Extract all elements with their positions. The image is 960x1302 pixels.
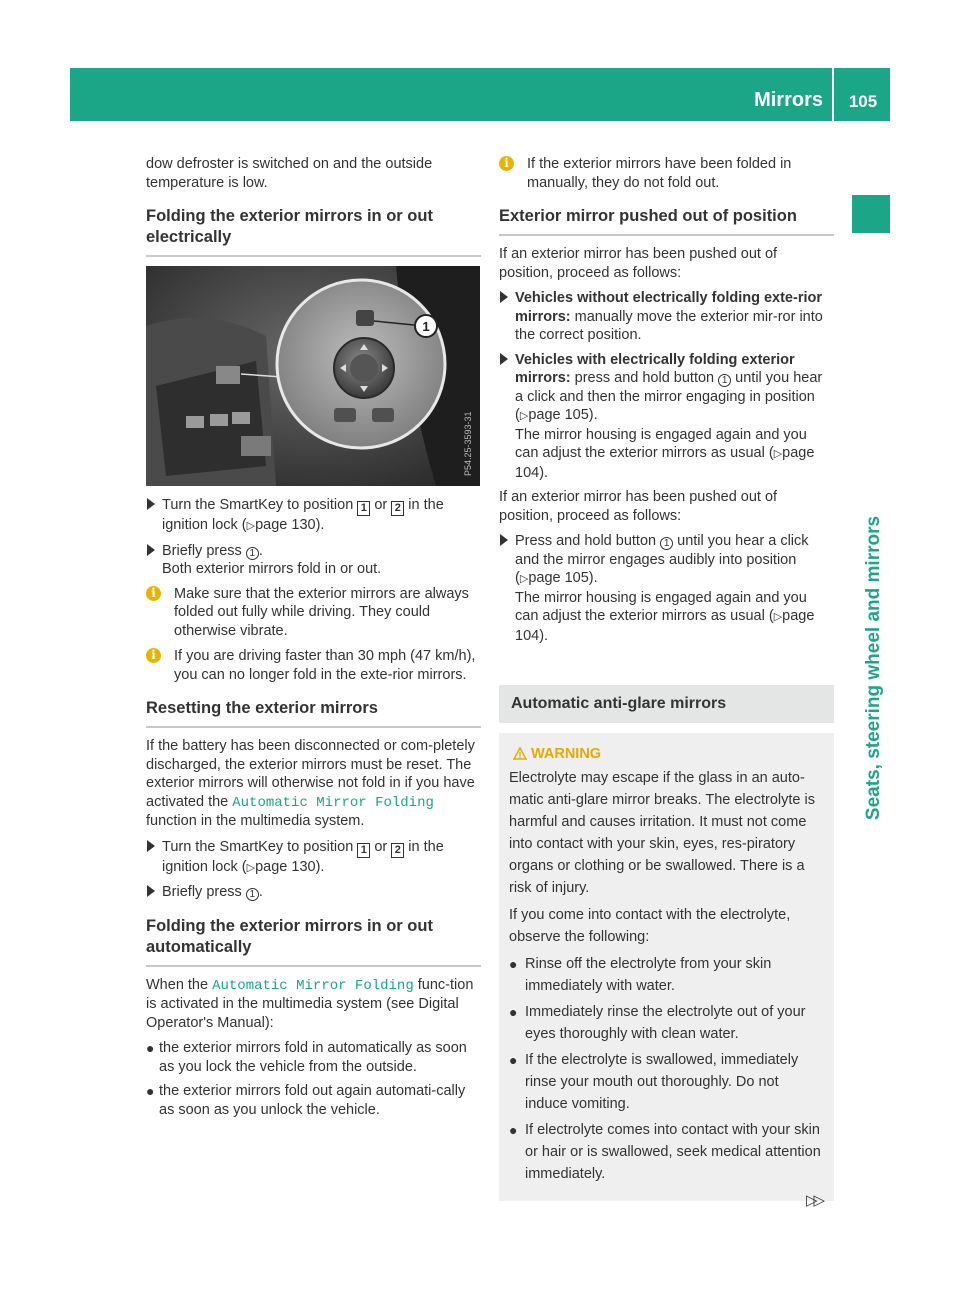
intro-text: dow defroster is switched on and the outside temperature is low. bbox=[146, 156, 433, 191]
step-briefly-press-reset: Briefly press 1 . bbox=[146, 883, 481, 902]
step-arrow-icon bbox=[147, 885, 155, 897]
page-ref-icon: ▷ bbox=[246, 520, 256, 532]
info-icon: i bbox=[146, 586, 161, 601]
info-note-speed: i If you are driving faster than 30 mph (47 km/h), you can no longer fold in the exte-rior mirrors. bbox=[146, 647, 481, 684]
auto-text: When the Automatic Mirror Folding func-tion is activated in the multimedia system (see Digital Operator's Manual): bbox=[146, 976, 474, 1031]
section-title: Mirrors bbox=[754, 89, 823, 111]
continue-arrow-icon: ▷▷ bbox=[806, 1192, 822, 1209]
bullet-icon: ● bbox=[146, 1083, 155, 1099]
right-column bbox=[499, 155, 834, 1201]
page-number: 105 bbox=[848, 92, 878, 111]
position-1-icon: 1 bbox=[357, 501, 370, 516]
callout-1: 1 bbox=[422, 319, 430, 334]
menu-automatic-mirror-folding: Automatic Mirror Folding bbox=[232, 794, 434, 811]
page-ref-icon: ▷ bbox=[773, 448, 783, 460]
step-turn-smartkey-reset: Turn the SmartKey to position 1 or 2 in the ignition lock (▷page 130). bbox=[146, 838, 481, 878]
page-ref-icon: ▷ bbox=[773, 611, 783, 623]
button-1-icon: 1 bbox=[246, 547, 259, 560]
side-tab-marker bbox=[852, 195, 890, 233]
button-1-icon: 1 bbox=[660, 537, 673, 550]
page-ref-link[interactable]: page 104 bbox=[515, 445, 815, 481]
list-item: ● the exterior mirrors fold out again automati-cally as soon as you unlock the vehicle. bbox=[146, 1083, 466, 1118]
list-item: ● Immediately rinse the electrolyte out of your eyes thoroughly with clean water. bbox=[509, 1001, 824, 1045]
warning-text: Electrolyte may escape if the glass in an auto-matic anti-glare mirror breaks. The electrolyte is harmful and causes irritation. It must not come into contact with your skin, eyes, res-piratory organs or clothing or be swallowed. There is a risk of injury. bbox=[509, 770, 815, 896]
heading-fold-electrically: Folding the exterior mirrors in or out electrically bbox=[146, 206, 481, 257]
button-1-icon: 1 bbox=[718, 374, 731, 387]
list-item: ● If the electrolyte is swallowed, immediately rinse your mouth out thoroughly. Do not induce vomiting. bbox=[509, 1049, 824, 1115]
page-ref-icon: ▷ bbox=[519, 573, 529, 585]
pushed-intro: If an exterior mirror has been pushed out of position, proceed as follows: bbox=[499, 246, 778, 281]
step-arrow-icon bbox=[500, 291, 508, 303]
page-ref-link[interactable]: page 130 bbox=[255, 517, 316, 533]
list-item: ● If electrolyte comes into contact with your skin or hair or is swallowed, seek medical attention immediately. bbox=[509, 1119, 824, 1185]
step-briefly-press: Briefly press 1 . Both exterior mirrors fold in or out. bbox=[146, 542, 481, 579]
button-1-icon: 1 bbox=[246, 888, 259, 901]
info-note-fold-out: i Make sure that the exterior mirrors are always folded out fully while driving. They could otherwise vibrate. bbox=[146, 585, 481, 641]
bullet-icon: ● bbox=[509, 1004, 518, 1020]
step-arrow-icon bbox=[500, 534, 508, 546]
pushed-intro-2: If an exterior mirror has been pushed out of position, proceed as follows: bbox=[499, 489, 778, 524]
page-ref-icon: ▷ bbox=[519, 410, 529, 422]
list-item: ● the exterior mirrors fold in automatically as soon as you lock the vehicle from the outside. bbox=[146, 1040, 467, 1075]
warning-triangle-icon bbox=[513, 745, 527, 767]
warning-text-2: If you come into contact with the electrolyte, observe the following: bbox=[509, 907, 791, 945]
mirror-control-illustration bbox=[146, 266, 480, 486]
step-without-electric: Vehicles without electrically folding exte-rior mirrors: manually move the exterior mir-ror into the correct position. bbox=[499, 289, 834, 345]
step-press-and-hold: Press and hold button 1 until you hear a click and the mirror engages audibly into position (▷page 105). The mirror housing is engaged again and you can adjust the exterior mirrors as usual (▷page 104). bbox=[499, 532, 834, 645]
bullet-icon: ● bbox=[509, 1122, 518, 1138]
menu-automatic-mirror-folding: Automatic Mirror Folding bbox=[212, 977, 414, 994]
page-ref-link[interactable]: page 104 bbox=[515, 608, 815, 644]
page-ref-link[interactable]: page 105 bbox=[528, 570, 589, 586]
position-1-icon: 1 bbox=[357, 843, 370, 858]
page-ref-icon: ▷ bbox=[246, 861, 256, 874]
mirror-control-photo bbox=[146, 266, 480, 486]
reset-text: If the battery has been disconnected or com-pletely discharged, the exterior mirrors must be reset. The exterior mirrors will otherwise not fold in if you have activated the Automatic Mirror Folding function in the multimedia system. bbox=[146, 738, 475, 829]
info-icon: i bbox=[146, 648, 161, 663]
heading-resetting: Resetting the exterior mirrors bbox=[146, 698, 481, 728]
step-turn-smartkey: Turn the SmartKey to position 1 or 2 in the ignition lock (▷page 130). bbox=[146, 496, 481, 536]
photo-code: P54.25-3593-31 bbox=[463, 411, 473, 476]
step-arrow-icon bbox=[500, 353, 508, 365]
bullet-icon: ● bbox=[509, 956, 518, 972]
bullet-icon: ● bbox=[509, 1052, 518, 1068]
heading-fold-automatically: Folding the exterior mirrors in or out automatically bbox=[146, 916, 481, 967]
page-ref-link[interactable]: page 130 bbox=[255, 858, 316, 875]
position-2-icon: 2 bbox=[391, 501, 404, 516]
info-icon: i bbox=[499, 156, 514, 171]
list-item: ● Rinse off the electrolyte from your skin immediately with water. bbox=[509, 953, 824, 997]
step-arrow-icon bbox=[147, 544, 155, 556]
warning-box bbox=[499, 733, 834, 1201]
bullet-icon: ● bbox=[146, 1040, 155, 1056]
header-separator bbox=[832, 68, 834, 121]
spacer bbox=[499, 651, 834, 685]
step-arrow-icon bbox=[147, 498, 155, 510]
info-note-folded-manually: i If the exterior mirrors have been folded in manually, they do not fold out. bbox=[499, 155, 834, 192]
position-2-icon: 2 bbox=[391, 843, 404, 858]
heading-pushed-out: Exterior mirror pushed out of position bbox=[499, 206, 834, 236]
left-column bbox=[146, 155, 481, 1125]
heading-anti-glare: Automatic anti-glare mirrors bbox=[499, 685, 834, 723]
warning-title: WARNING bbox=[509, 743, 824, 765]
step-arrow-icon bbox=[147, 840, 155, 852]
step-with-electric: Vehicles with electrically folding exterior mirrors: press and hold button 1 until you hear a click and then the mirror engaging in position (▷page 105). The mirror housing is engaged again and you can adjust the exterior mirrors as usual (▷page 104). bbox=[499, 351, 834, 483]
page-ref-link[interactable]: page 105 bbox=[528, 407, 589, 423]
